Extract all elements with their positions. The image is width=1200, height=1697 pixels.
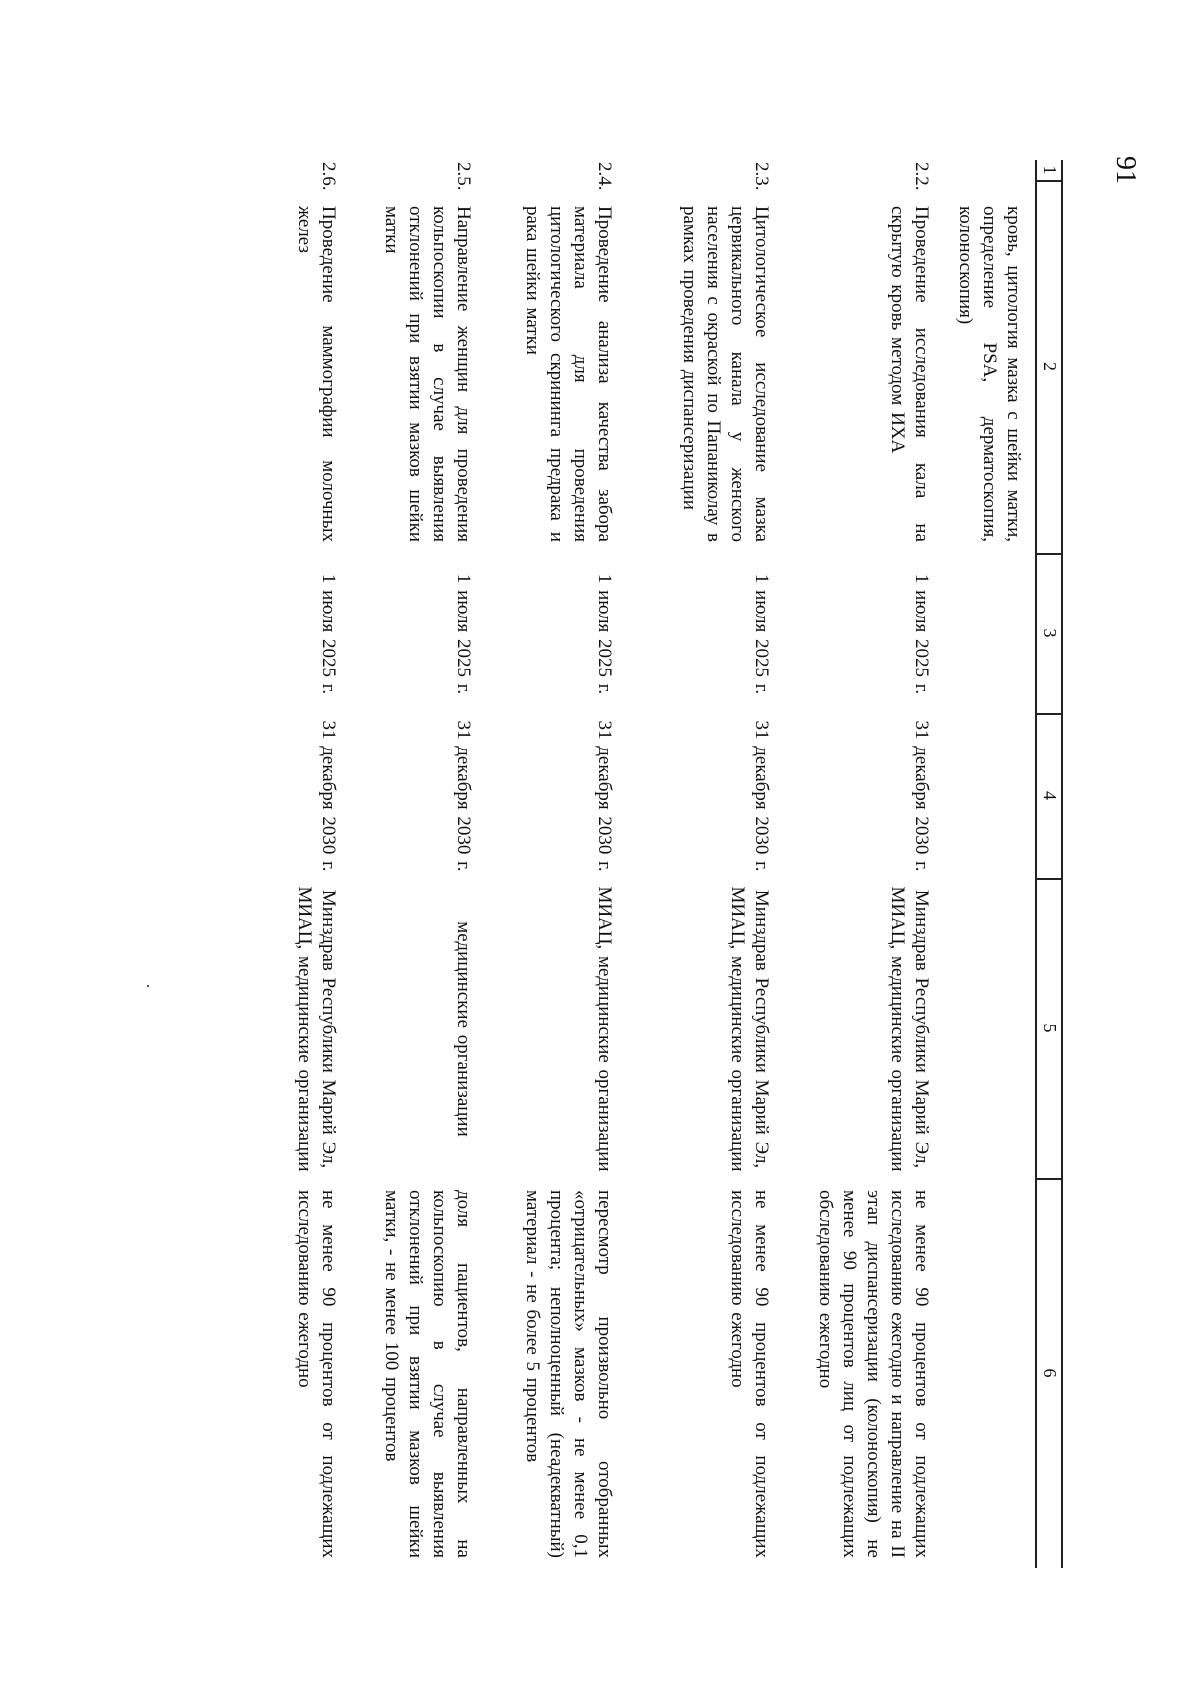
continuation-text: кровь, цитология мазка с шейки матки, определение PSA, дерматоскопия, колоноскопия) bbox=[955, 206, 1024, 542]
responsible: МИАЦ, медицинские организации bbox=[594, 886, 615, 1172]
responsible: Минздрав Республики Марий Эл, МИАЦ, медицинские организации bbox=[887, 886, 932, 1172]
column-number-2: 2 bbox=[1040, 362, 1060, 371]
indicator: пересмотр произвольно отобранных «отрицательных» мазков - не менее 0,1 процента; неполноценный (неадекватный) материал - не более 5 процентов bbox=[522, 1190, 615, 1558]
start-date: 1 июля 2025 г. bbox=[751, 573, 772, 695]
table-header bbox=[1036, 160, 1063, 1568]
row-number: 2.3. bbox=[751, 162, 772, 191]
start-date: 1 июля 2025 г. bbox=[318, 573, 339, 695]
column-number-1: 1 bbox=[1040, 165, 1060, 175]
start-date: 1 июля 2025 г. bbox=[594, 573, 615, 695]
indicator: не менее 90 процентов от подлежащих исследованию ежегодно bbox=[294, 1190, 339, 1558]
end-date: 31 декабря 2030 г. bbox=[751, 720, 772, 872]
end-date: 31 декабря 2030 г. bbox=[453, 720, 474, 872]
end-date: 31 декабря 2030 г. bbox=[318, 720, 339, 872]
measure-name: Проведение исследования кала на скрытую кровь методом ИХА bbox=[887, 206, 932, 542]
column-number-5: 5 bbox=[1040, 1023, 1060, 1033]
indicator: не менее 90 процентов от подлежащих исследованию ежегодно bbox=[727, 1190, 772, 1558]
measure-name: Проведение анализа качества забора материала для проведения цитологического скрининга предрака и рака шейки матки bbox=[522, 206, 615, 542]
indicator: доля пациентов, направленных на кольпоскопию в случае выявления отклонений при взятии мазков шейки матки, - не менее 100 процентов bbox=[381, 1190, 474, 1558]
column-number-3: 3 bbox=[1040, 628, 1060, 638]
row-number: 2.6. bbox=[318, 162, 339, 191]
measures-table bbox=[203, 160, 1063, 1568]
row-number: 2.2. bbox=[911, 162, 932, 191]
end-date: 31 декабря 2030 г. bbox=[594, 720, 615, 872]
measure-name: Направление женщин для проведения кольпоскопии в случае выявления отклонений при взятии мазков шейки матки bbox=[381, 206, 474, 542]
measure-name: Цитологическое исследование мазка цервикального канала у женского населения с окраской по Папаниколау в рамках проведения диспансеризации bbox=[679, 206, 772, 542]
scan-speck bbox=[147, 985, 149, 987]
column-number-6: 6 bbox=[1040, 1368, 1060, 1378]
indicator: не менее 90 процентов от подлежащих исследованию ежегодно и направление на II этап диспансеризации (колоноскопия) не менее 90 процентов лиц от подлежащих обследованию ежегодно bbox=[815, 1190, 932, 1558]
row-number: 2.5. bbox=[453, 162, 474, 191]
measure-name: Проведение маммографии молочных желез bbox=[294, 206, 339, 542]
start-date: 1 июля 2025 г. bbox=[453, 573, 474, 695]
row-number: 2.4. bbox=[594, 162, 615, 191]
responsible: Минздрав Республики Марий Эл, МИАЦ, медицинские организации bbox=[294, 886, 339, 1172]
column-number-4: 4 bbox=[1040, 791, 1060, 800]
page-number: 91 bbox=[1110, 156, 1141, 184]
end-date: 31 декабря 2030 г. bbox=[911, 720, 932, 872]
responsible: Минздрав Республики Марий Эл, МИАЦ, медицинские организации bbox=[727, 886, 772, 1172]
responsible: медицинские организации bbox=[453, 921, 474, 1137]
start-date: 1 июля 2025 г. bbox=[911, 573, 932, 695]
